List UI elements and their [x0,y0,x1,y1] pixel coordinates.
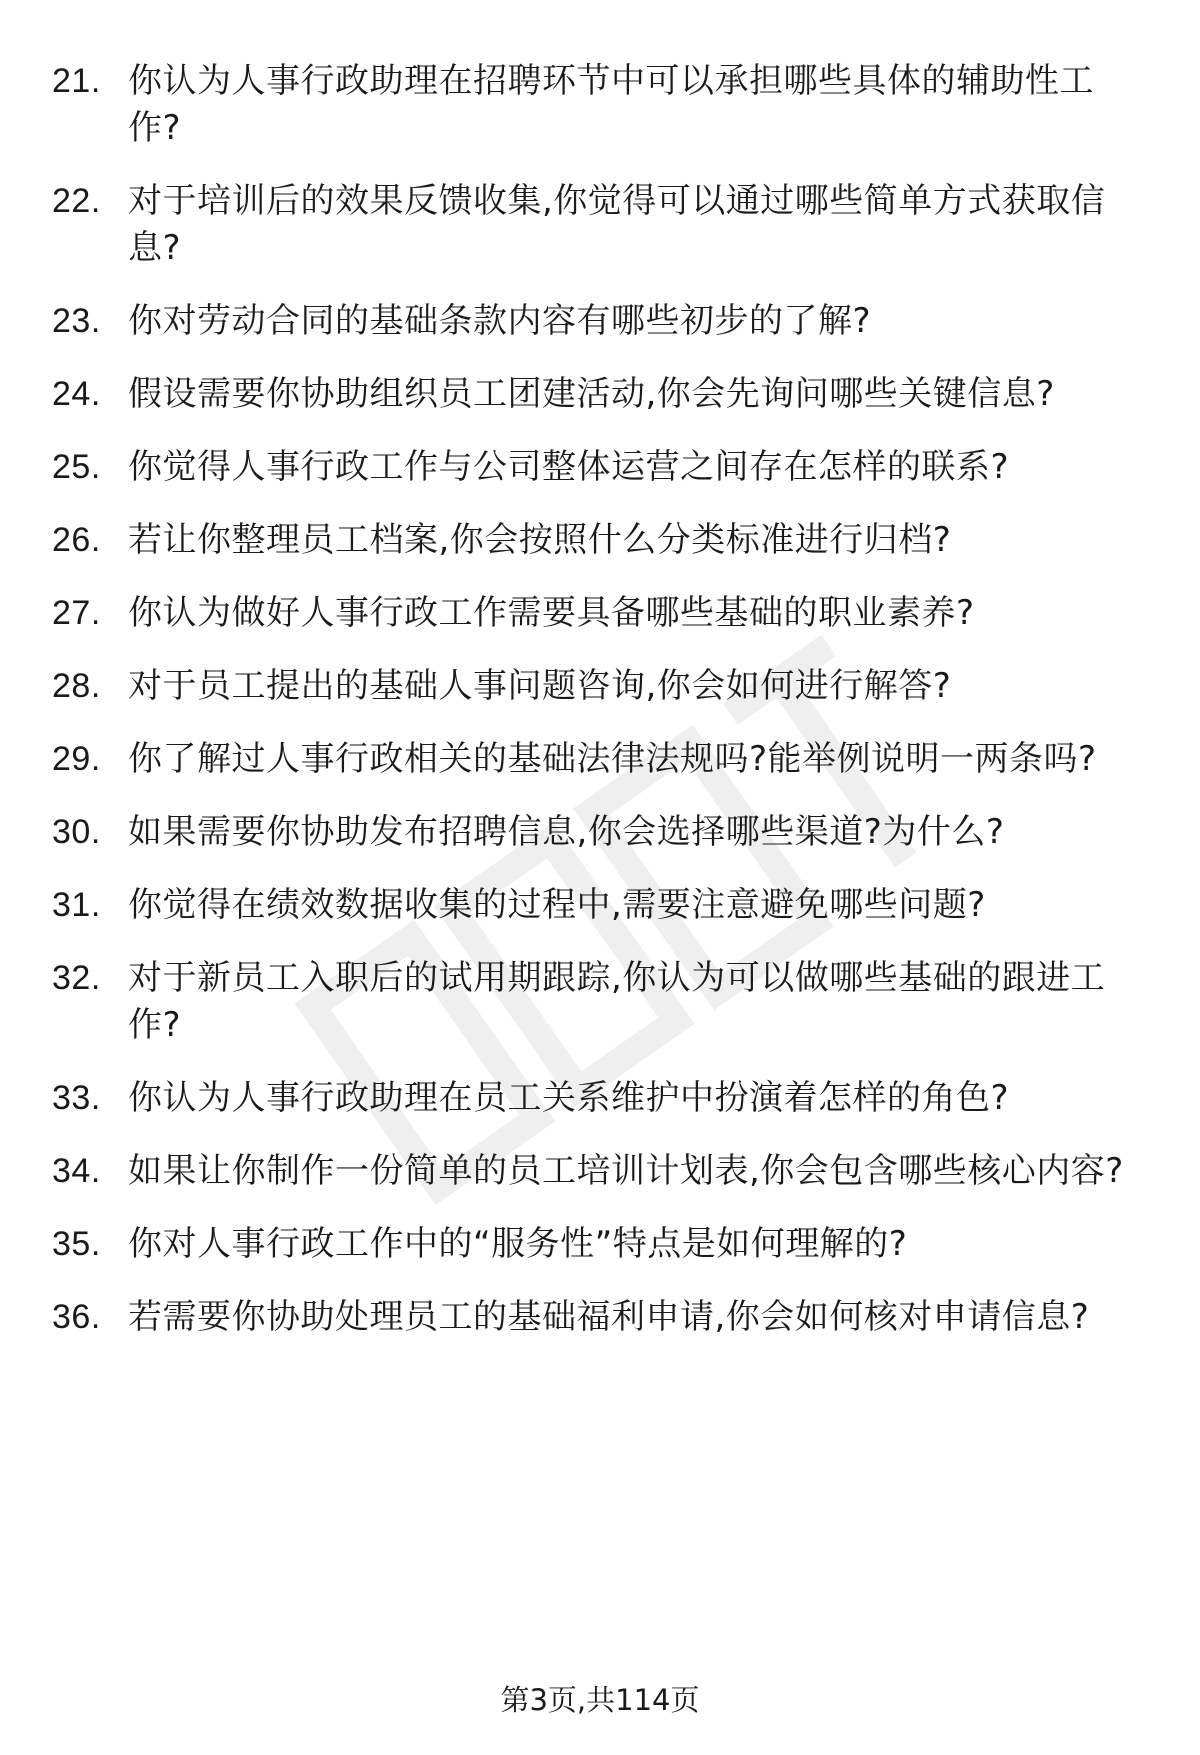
question-item [0,809,1200,856]
question-item [0,517,1200,564]
question-text: 你认为做好人事行政工作需要具备哪些基础的职业素养? [128,593,975,633]
question-text: 如果需要你协助发布招聘信息,你会选择哪些渠道?为什么? [128,812,1005,852]
question-item [0,1294,1200,1341]
question-item [0,590,1200,637]
question-number: 21. [52,62,101,100]
question-item [0,58,1200,152]
question-number: 23. [52,302,101,340]
question-item [0,298,1200,345]
question-item [0,955,1200,1049]
question-number: 27. [52,594,101,632]
question-item [0,371,1200,418]
question-item [0,1075,1200,1122]
question-text: 如果让你制作一份简单的员工培训计划表,你会包含哪些核心内容? [128,1151,1124,1191]
question-item [0,882,1200,929]
question-text: 你对劳动合同的基础条款内容有哪些初步的了解? [128,301,872,341]
question-item [0,736,1200,783]
question-text: 你觉得人事行政工作与公司整体运营之间存在怎样的联系? [128,447,1010,487]
question-text: 你觉得在绩效数据收集的过程中,需要注意避免哪些问题? [128,885,986,925]
question-number: 24. [52,375,101,413]
question-text: 若需要你协助处理员工的基础福利申请,你会如何核对申请信息? [128,1297,1090,1337]
question-number: 32. [52,959,101,997]
question-number: 25. [52,448,101,486]
question-text: 你了解过人事行政相关的基础法律法规吗?能举例说明一两条吗? [128,739,1097,779]
question-item [0,444,1200,491]
question-number: 28. [52,667,101,705]
question-text: 你认为人事行政助理在员工关系维护中扮演着怎样的角色? [128,1078,1010,1118]
question-number: 30. [52,813,101,851]
question-text: 你认为人事行政助理在招聘环节中可以承担哪些具体的辅助性工作? [128,61,1094,148]
question-text: 对于新员工入职后的试用期跟踪,你认为可以做哪些基础的跟进工作? [128,958,1106,1045]
question-text: 对于培训后的效果反馈收集,你觉得可以通过哪些简单方式获取信息? [128,181,1106,268]
question-item [0,663,1200,710]
question-number: 33. [52,1079,101,1117]
question-number: 29. [52,740,101,778]
question-text: 假设需要你协助组织员工团建活动,你会先询问哪些关键信息? [128,374,1055,414]
question-number: 34. [52,1152,101,1190]
question-number: 22. [52,182,101,220]
question-text: 你对人事行政工作中的“服务性”特点是如何理解的? [128,1224,908,1264]
question-item [0,1221,1200,1268]
question-list [0,58,1200,1341]
question-item [0,178,1200,272]
question-text: 对于员工提出的基础人事问题咨询,你会如何进行解答? [128,666,952,706]
question-item [0,1148,1200,1195]
page-footer: 第3页,共114页 [500,1683,700,1717]
question-number: 35. [52,1225,101,1263]
question-number: 36. [52,1298,101,1336]
question-text: 若让你整理员工档案,你会按照什么分类标准进行归档? [128,520,952,560]
question-number: 26. [52,521,101,559]
question-number: 31. [52,886,101,924]
